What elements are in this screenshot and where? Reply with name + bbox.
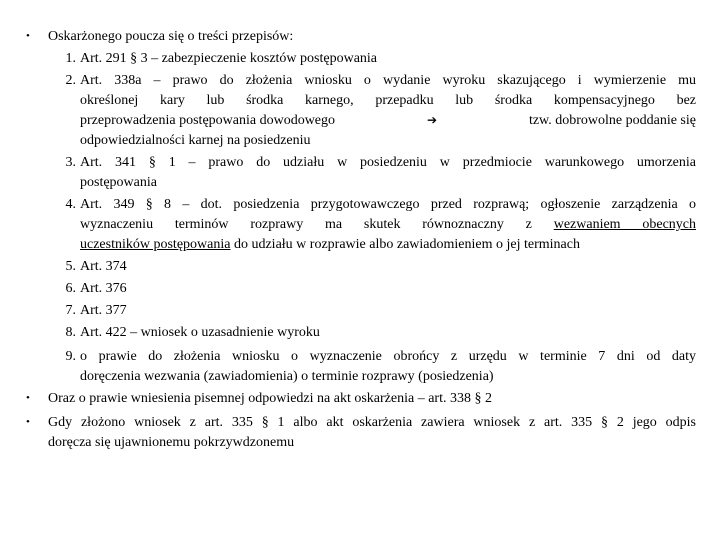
item-3-line-2: postępowania [80, 175, 157, 190]
item-8-number: 8. [65, 325, 76, 340]
item-2-line-4: odpowiedzialności karnej na posiedzeniu [80, 133, 311, 148]
item-5-number: 5. [65, 259, 76, 274]
item-9-line-1: o prawie do złożenia wniosku o wyznaczenie obrońcy z urzędu w terminie 7 dni od daty [80, 349, 696, 364]
bullet-3-line-1: Gdy złożono wniosek z art. 335 § 1 albo akt oskarżenia zawiera wniosek z art. 335 § 2 jego odpis [48, 415, 696, 430]
item-4-number: 4. [65, 197, 76, 212]
item-2-number: 2. [65, 73, 76, 88]
bullet-1-text: Oskarżonego poucza się o treści przepisów: [48, 29, 294, 44]
item-4-underlined-2: uczestników postępowania [80, 237, 231, 252]
item-2-line-3-b: tzw. dobrowolne poddanie się [528, 113, 696, 128]
item-2-line-1: Art. 338a – prawo do złożenia wniosku o wydanie wyroku skazującego i wymierzenie mu [80, 73, 696, 88]
bullet-dot-icon: • [26, 392, 30, 404]
item-2-line-2: określonej kary lub środka karnego, przepadku lub środka kompensacyjnego bez [80, 93, 696, 108]
bullet-dot-icon: • [26, 30, 30, 42]
item-7-number: 7. [65, 303, 76, 318]
item-4-line-2-text: wyznaczeniu terminów rozprawy ma skutek równoznaczny z [80, 217, 554, 232]
item-5-text: Art. 374 [80, 259, 127, 274]
item-1-number: 1. [65, 51, 76, 66]
item-2-line-3-a: przeprowadzenia postępowania dowodowego [80, 113, 336, 128]
item-6-text: Art. 376 [80, 281, 127, 296]
item-4-underlined-1: wezwaniem obecnych [553, 217, 697, 232]
item-4-line-3 [80, 234, 696, 255]
item-8-text: Art. 422 – wniosek o uzasadnienie wyroku [80, 325, 320, 340]
item-7-text: Art. 377 [80, 303, 127, 318]
item-4-line-3-text: do udziału w rozprawie albo zawiadomieniem o jej terminach [230, 237, 580, 252]
item-9-line-2: doręczenia wezwania (zawiadomienia) o terminie rozprawy (posiedzenia) [80, 369, 494, 384]
bullet-3-line-2: doręcza się ujawnionemu pokrzywdzonemu [48, 435, 295, 450]
item-1-text: Art. 291 § 3 – zabezpieczenie kosztów postępowania [80, 51, 378, 66]
item-3-line-1: Art. 341 § 1 – prawo do udziału w posiedzeniu w przedmiocie warunkowego umorzenia [80, 155, 696, 170]
item-4-line-2 [80, 214, 696, 235]
item-9-number: 9. [65, 349, 76, 364]
bullet-2-text: Oraz o prawie wniesienia pisemnej odpowiedzi na akt oskarżenia – art. 338 § 2 [48, 391, 492, 406]
item-3-number: 3. [65, 155, 76, 170]
item-2-line-3 [80, 110, 696, 131]
item-6-number: 6. [65, 281, 76, 296]
item-4-line-1: Art. 349 § 8 – dot. posiedzenia przygotowawczego przed rozprawą; ogłoszenie zarządzenia o [80, 197, 696, 212]
bullet-dot-icon: • [26, 416, 30, 428]
right-arrow-icon: ➔ [426, 113, 438, 127]
